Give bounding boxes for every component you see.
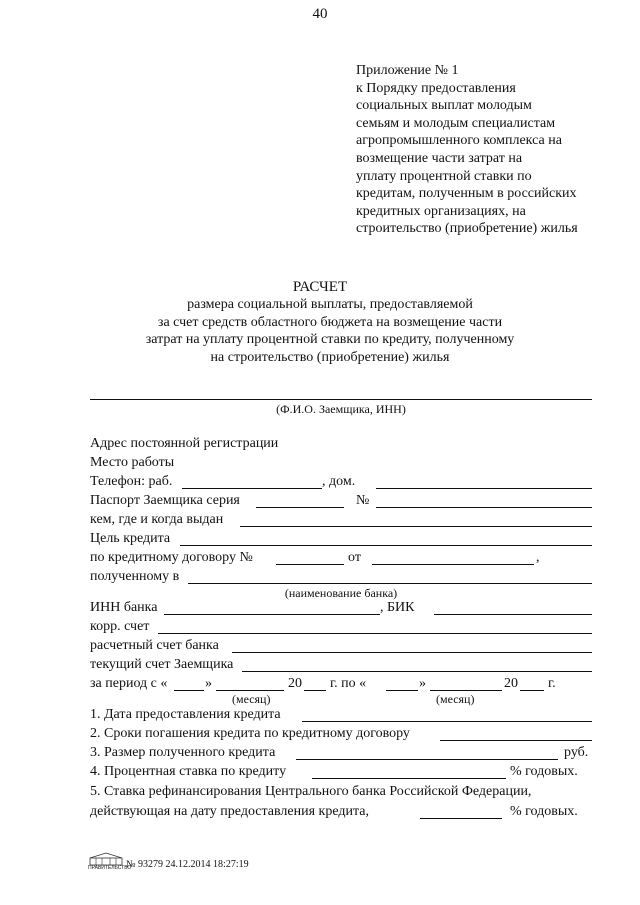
item-4-field[interactable] [312, 778, 506, 779]
received-in-label: полученному в [90, 569, 180, 584]
issued-row [90, 513, 592, 527]
quote-close: » [205, 676, 212, 691]
borrower-name-field[interactable] [90, 399, 592, 400]
borrower-account-row [90, 658, 592, 672]
item-5-row [90, 805, 592, 819]
government-logo [88, 850, 132, 872]
phone-home-field[interactable] [376, 488, 592, 489]
appendix-line: строительство (приобретение) жилья [356, 221, 578, 237]
contract-number-field[interactable] [276, 564, 344, 565]
borrower-account-label: текущий счет Заемщика [90, 657, 234, 672]
item-5-label: действующая на дату предоставления кредита, [90, 804, 370, 819]
period-to-month-field[interactable] [430, 690, 502, 691]
bank-account-field[interactable] [232, 652, 592, 653]
issued-by-label: кем, где и когда выдан [90, 512, 224, 527]
appendix-line: агропромышленного комплекса на [356, 133, 562, 149]
contract-date-label: от [348, 550, 361, 565]
subtitle-line: за счет средств областного бюджета на возмещение части [157, 314, 503, 330]
phone-work-label: Телефон: раб. [90, 474, 173, 489]
phone-work-field[interactable] [182, 488, 322, 489]
issued-by-field[interactable] [240, 526, 592, 527]
passport-row [90, 494, 592, 508]
subtitle-line: на строительство (приобретение) жилья [210, 349, 450, 365]
page-number: 40 [312, 6, 328, 22]
item-5-line-1: 5. Ставка рефинансирования Центрального банка Российской Федерации, [90, 784, 532, 799]
item-3-unit: руб. [564, 745, 589, 760]
borrower-account-field[interactable] [242, 671, 592, 672]
corr-account-row [90, 620, 592, 634]
item-5-unit: % годовых. [510, 804, 578, 819]
phone-row [90, 475, 592, 489]
appendix-line: к Порядку предоставления [356, 80, 516, 96]
period-from-label: за период с « [90, 676, 168, 691]
item-4-label: 4. Процентная ставка по кредиту [90, 764, 287, 779]
document-subtitle [120, 296, 540, 366]
year-suffix: г. [548, 676, 556, 691]
subtitle-line: размера социальной выплаты, предоставляемой [187, 297, 473, 312]
item-5-field[interactable] [420, 818, 502, 819]
item-1-field[interactable] [302, 721, 592, 722]
quote-close: » [419, 676, 426, 691]
appendix-header [356, 62, 578, 238]
corr-account-label: корр. счет [90, 619, 150, 634]
registration-stamp: № 93279 24.12.2014 18:27:19 [126, 859, 249, 870]
year-prefix: 20 [504, 676, 518, 691]
comma: , [536, 550, 540, 565]
appendix-line: уплату процентной ставки по [356, 168, 532, 184]
item-1-row [90, 708, 592, 722]
appendix-line: кредитам, полученным в российских [356, 186, 577, 202]
bank-inn-field[interactable] [164, 614, 380, 615]
item-2-label: 2. Сроки погашения кредита по кредитному договору [90, 726, 410, 741]
item-3-field[interactable] [296, 759, 558, 760]
item-2-row [90, 727, 592, 741]
passport-number-field[interactable] [376, 507, 592, 508]
period-to-label: г. по « [330, 676, 367, 691]
period-from-day-field[interactable] [174, 690, 204, 691]
borrower-name-caption: (Ф.И.О. Заемщика, ИНН) [276, 402, 406, 416]
passport-series-field[interactable] [256, 507, 344, 508]
item-4-row [90, 765, 592, 779]
inn-bik-row [90, 601, 592, 615]
phone-home-label: , дом. [322, 474, 356, 489]
bik-field[interactable] [434, 614, 592, 615]
appendix-line: возмещение части затрат на [356, 150, 523, 166]
month-caption-to: (месяц) [436, 692, 475, 706]
period-from-year-field[interactable] [304, 690, 326, 691]
month-caption-from: (месяц) [232, 692, 271, 706]
corr-account-field[interactable] [158, 633, 592, 634]
period-row [90, 677, 592, 691]
bank-account-label: расчетный счет банка [90, 638, 219, 653]
item-3-label: 3. Размер полученного кредита [90, 745, 276, 760]
period-from-month-field[interactable] [216, 690, 284, 691]
period-to-day-field[interactable] [386, 690, 418, 691]
bik-label: , БИК [380, 600, 415, 615]
purpose-field[interactable] [180, 545, 592, 546]
appendix-line: Приложение № 1 [356, 63, 459, 78]
appendix-line: кредитных организациях, на [356, 203, 526, 219]
bank-account-row [90, 639, 592, 653]
passport-label: Паспорт Заемщика серия [90, 493, 240, 508]
item-1-label: 1. Дата предоставления кредита [90, 707, 281, 722]
contract-row [90, 551, 592, 565]
contract-label: по кредитному договору № [90, 550, 253, 565]
item-2-field[interactable] [440, 740, 592, 741]
subtitle-line: затрат на уплату процентной ставки по кредиту, полученному [145, 332, 515, 347]
bank-name-caption: (наименование банка) [284, 586, 398, 600]
contract-date-field[interactable] [372, 564, 534, 565]
address-label: Адрес постоянной регистрации [90, 436, 279, 451]
bank-inn-label: ИНН банка [90, 600, 158, 615]
purpose-label: Цель кредита [90, 531, 171, 546]
appendix-line: социальных выплат молодым [356, 98, 532, 114]
bank-row [90, 570, 592, 584]
period-to-year-field[interactable] [520, 690, 544, 691]
item-3-row [90, 746, 592, 760]
appendix-line: семьям и молодым специалистам [356, 115, 556, 131]
document-title: РАСЧЕТ [292, 279, 348, 295]
year-prefix: 20 [288, 676, 302, 691]
item-4-unit: % годовых. [510, 764, 578, 779]
workplace-label: Место работы [90, 455, 175, 470]
bank-name-field[interactable] [188, 583, 592, 584]
logo-text: ПРАВИТЕЛЬСТВО [88, 865, 132, 871]
passport-number-label: № [356, 493, 370, 508]
purpose-row [90, 532, 592, 546]
